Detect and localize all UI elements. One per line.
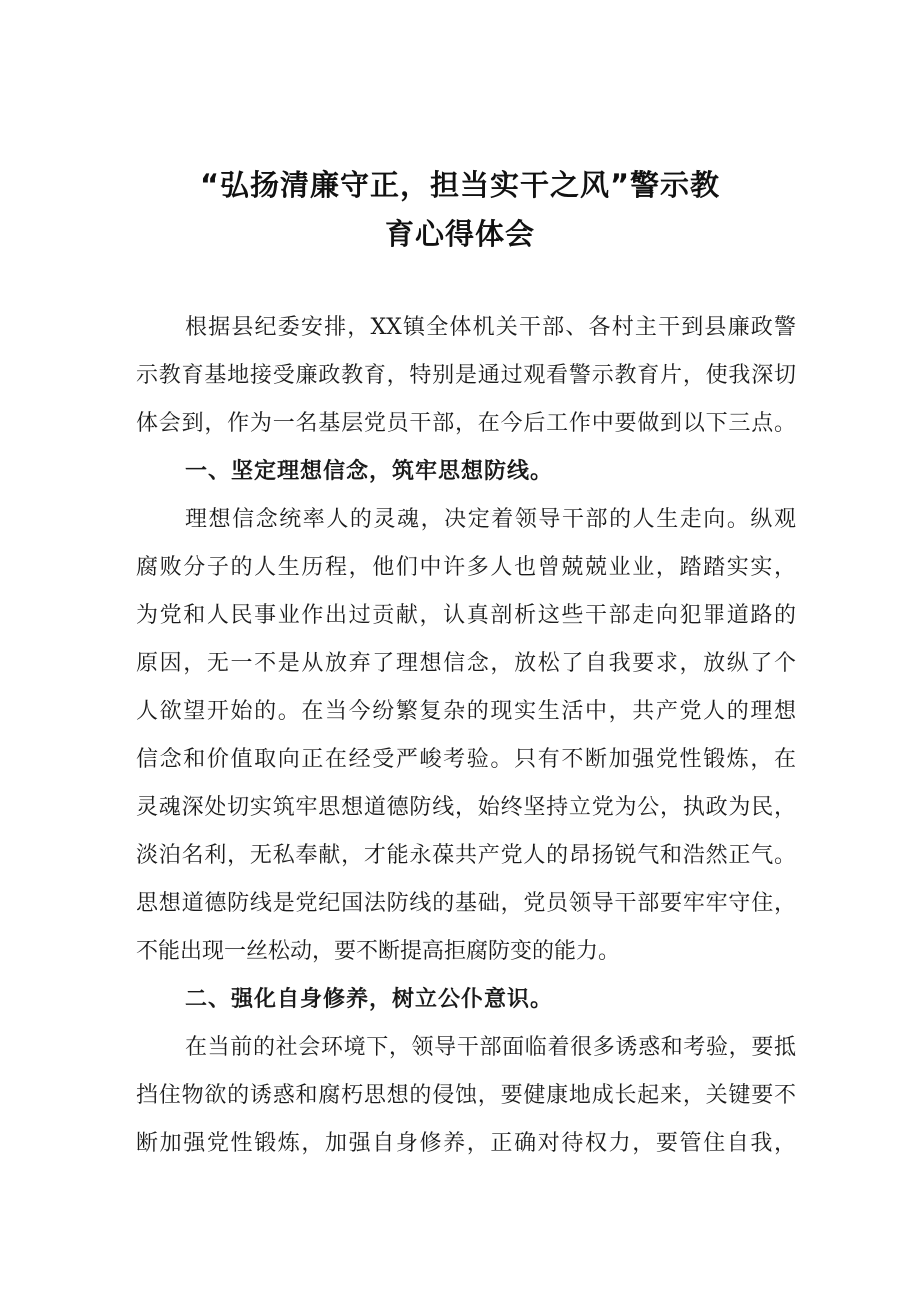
section-1-line-2: 腐败分子的人生历程，他们中许多人也曾兢兢业业，踏踏实实，	[136, 555, 796, 580]
document-title-line-2: 育心得体会	[384, 217, 535, 251]
section-1-line-9: 思想道德防线是党纪国法防线的基础，党员领导干部要牢牢守住，	[136, 891, 796, 916]
document-title-line-1: “弘扬清廉守正，担当实干之风”警示教	[199, 168, 721, 202]
intro-line-2: 示教育基地接受廉政教育，特别是通过观看警示教育片，使我深切	[136, 363, 796, 388]
section-1-line-7: 灵魂深处切实筑牢思想道德防线，始终坚持立党为公，执政为民，	[136, 795, 796, 820]
section-1-line-4: 原因，无一不是从放弃了理想信念，放松了自我要求，放纵了个	[136, 651, 796, 676]
section-1-line-10: 不能出现一丝松动，要不断提高拒腐防变的能力。	[136, 939, 621, 964]
section-2-line-2: 挡住物欲的诱惑和腐朽思想的侵蚀，要健康地成长起来，关键要不	[136, 1083, 796, 1108]
section-1-line-1: 理想信念统率人的灵魂，决定着领导干部的人生走向。纵观	[185, 507, 796, 532]
section-1-line-6: 信念和价值取向正在经受严峻考验。只有不断加强党性锻炼，在	[136, 747, 796, 772]
section-2-line-1: 在当前的社会环境下，领导干部面临着很多诱惑和考验，要抵	[185, 1035, 796, 1060]
section-1-line-3: 为党和人民事业作出过贡献，认真剖析这些干部走向犯罪道路的	[136, 603, 796, 628]
intro-line-1: 根据县纪委安排，XX镇全体机关干部、各村主干到县廉政警	[185, 315, 796, 340]
intro-line-3: 体会到，作为一名基层党员干部，在今后工作中要做到以下三点。	[136, 411, 796, 436]
section-2-line-3: 断加强党性锻炼，加强自身修养，正确对待权力，要管住自我，	[136, 1131, 796, 1156]
section-1-line-8: 淡泊名利，无私奉献，才能永葆共产党人的昂扬锐气和浩然正气。	[136, 843, 796, 868]
section-1-heading: 一、坚定理想信念，筑牢思想防线。	[185, 459, 554, 484]
section-2-heading: 二、强化自身修养，树立公仆意识。	[185, 987, 554, 1012]
section-1-line-5: 人欲望开始的。在当今纷繁复杂的现实生活中，共产党人的理想	[136, 699, 796, 724]
